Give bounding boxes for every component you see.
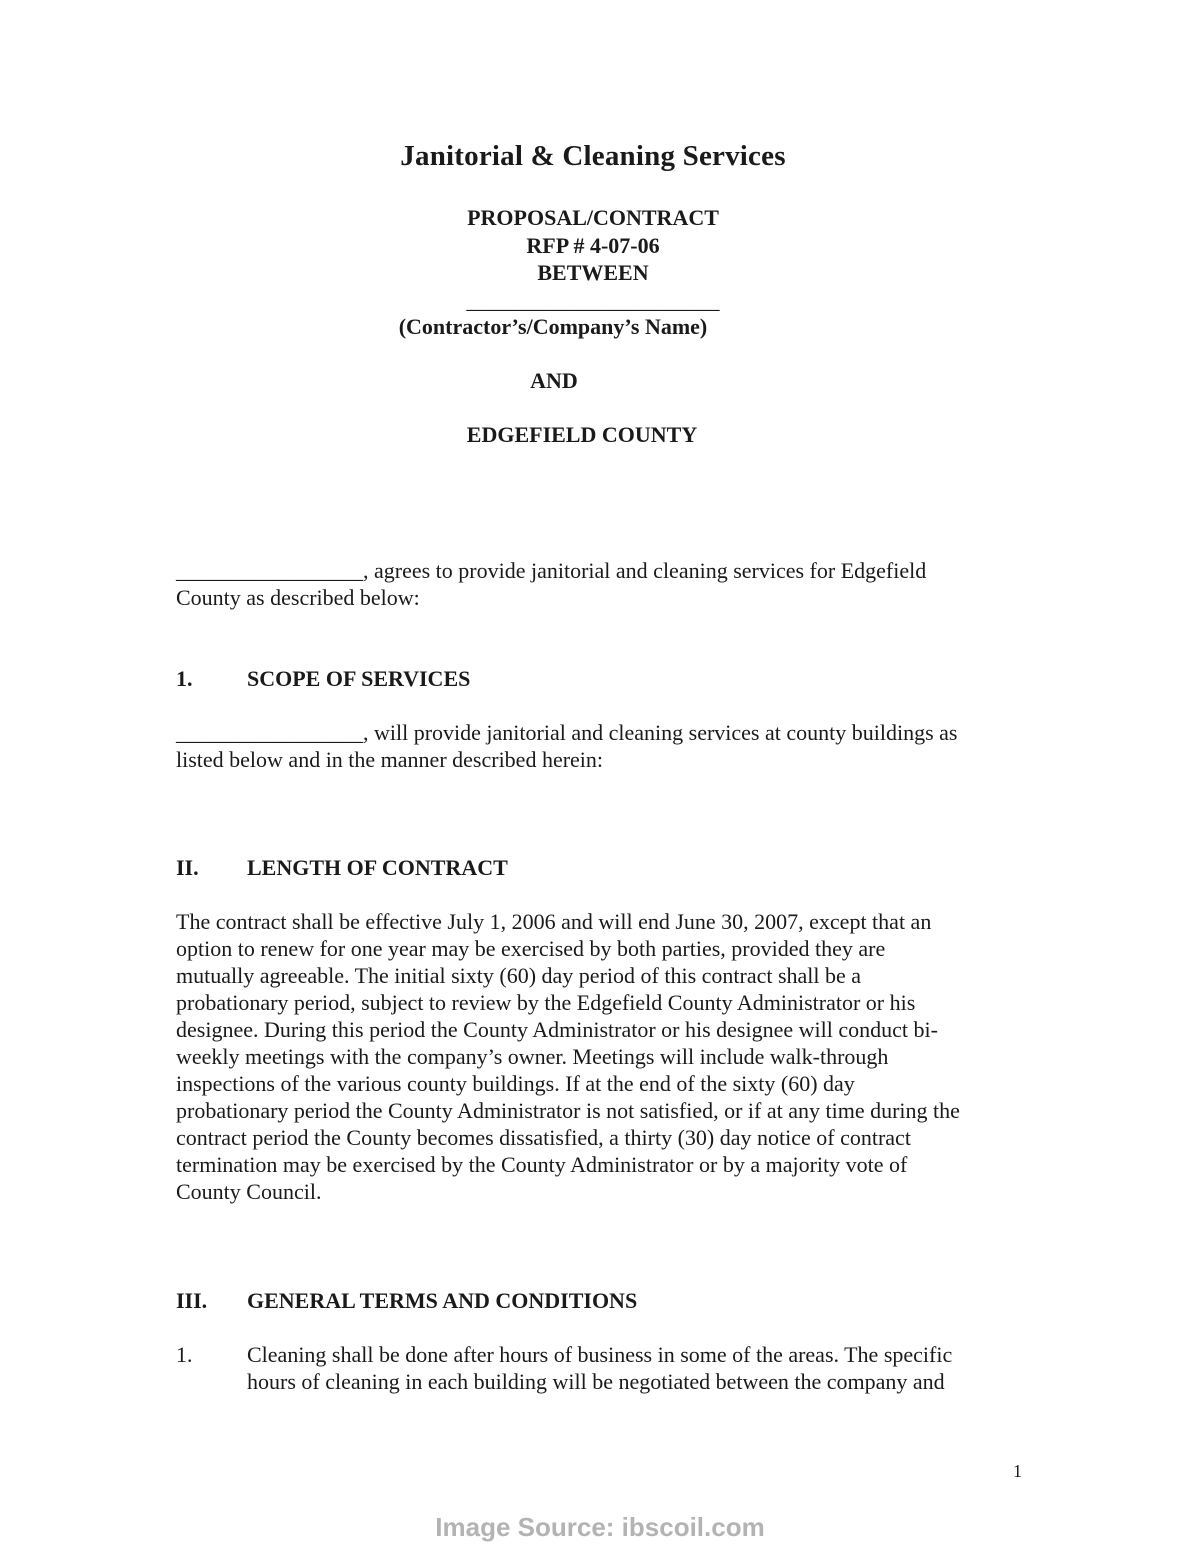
section-2-line-6: weekly meetings with the company’s owner. Meetings will include walk-through bbox=[176, 1044, 889, 1069]
intro-line-2: County as described below: bbox=[176, 585, 420, 610]
contractor-name-label: (Contractor’s/Company’s Name) bbox=[398, 314, 708, 339]
section-2-line-4: probationary period, subject to review by the Edgefield County Administrator or his bbox=[176, 990, 916, 1015]
and-label: AND bbox=[530, 368, 578, 393]
section-2-line-5: designee. During this period the County Administrator or his designee will conduct bi- bbox=[176, 1017, 938, 1042]
section-3-item-1-number: 1. bbox=[176, 1342, 193, 1367]
page-number: 1 bbox=[1013, 1461, 1022, 1481]
section-2-line-1: The contract shall be effective July 1, 2006 and will end June 30, 2007, except that an bbox=[176, 909, 932, 934]
section-1-line-2: listed below and in the manner described herein: bbox=[176, 747, 604, 772]
document-title: Janitorial & Cleaning Services bbox=[400, 140, 786, 172]
section-2-line-11: County Council. bbox=[176, 1179, 322, 1204]
rfp-number: RFP # 4-07-06 bbox=[526, 233, 660, 258]
section-2-line-3: mutually agreeable. The initial sixty (60) day period of this contract shall be a bbox=[176, 963, 862, 988]
section-2-line-7: inspections of the various county buildings. If at the end of the sixty (60) day bbox=[176, 1071, 855, 1096]
county-label: EDGEFIELD COUNTY bbox=[466, 422, 698, 447]
section-1-number: 1. bbox=[176, 666, 193, 691]
section-3-number: III. bbox=[176, 1288, 208, 1313]
intro-line-1: _________________, agrees to provide janitorial and cleaning services for Edgefield bbox=[176, 558, 927, 583]
between-label: BETWEEN bbox=[537, 260, 649, 285]
section-1-line-1: _________________, will provide janitorial and cleaning services at county buildings as bbox=[176, 720, 958, 745]
section-3-title: GENERAL TERMS AND CONDITIONS bbox=[247, 1288, 638, 1313]
section-2-number: II. bbox=[176, 855, 199, 880]
section-3-item-1-line-1: Cleaning shall be done after hours of business in some of the areas. The specific bbox=[247, 1342, 953, 1367]
proposal-contract-label: PROPOSAL/CONTRACT bbox=[467, 205, 719, 230]
section-3-item-1-line-2: hours of cleaning in each building will be negotiated between the company and bbox=[247, 1369, 945, 1394]
section-2-title: LENGTH OF CONTRACT bbox=[247, 855, 508, 880]
contractor-name-blank: _______________________ bbox=[466, 288, 720, 313]
section-2-line-2: option to renew for one year may be exercised by both parties, provided they are bbox=[176, 936, 886, 961]
image-source-watermark: Image Source: ibscoil.com bbox=[435, 1512, 765, 1542]
section-1-title: SCOPE OF SERVICES bbox=[247, 666, 471, 691]
section-2-line-9: contract period the County becomes dissatisfied, a thirty (30) day notice of contract bbox=[176, 1125, 911, 1150]
section-2-line-10: termination may be exercised by the County Administrator or by a majority vote of bbox=[176, 1152, 908, 1177]
section-2-line-8: probationary period the County Administrator is not satisfied, or if at any time during the bbox=[176, 1098, 960, 1123]
